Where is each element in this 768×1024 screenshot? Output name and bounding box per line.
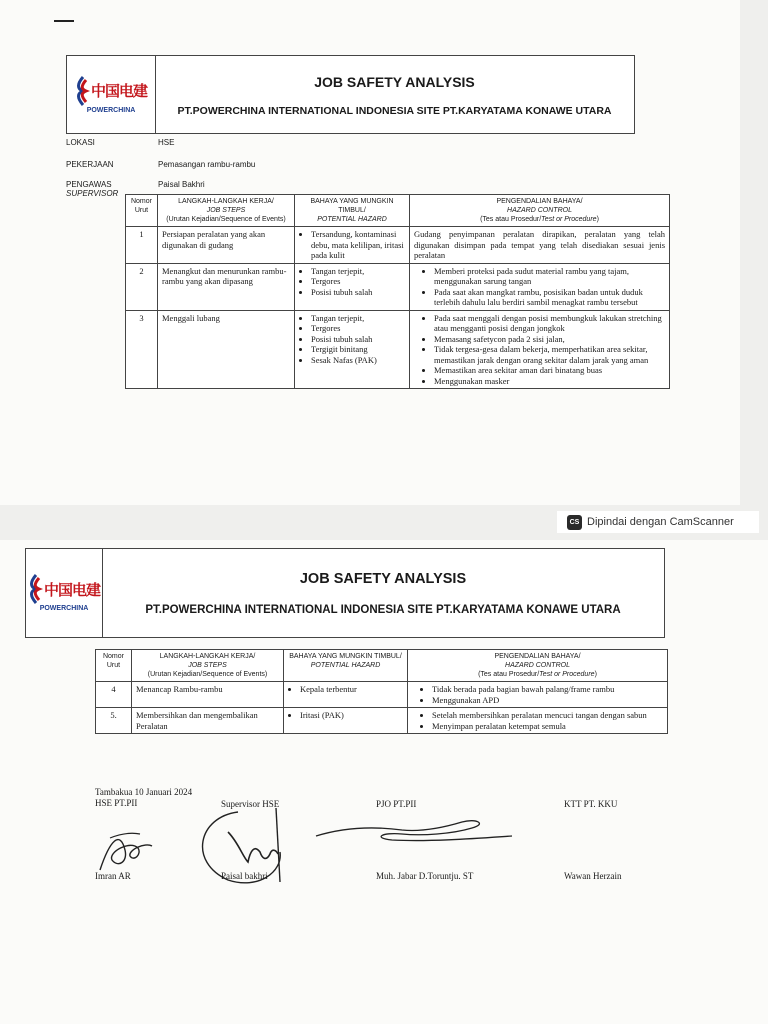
document-title-2: JOB SAFETY ANALYSIS [299, 571, 467, 587]
control-item: • Tidak berada pada bagian bawah palang/frame rambu [432, 684, 663, 695]
table-header-row [126, 195, 670, 227]
control-item: • Tidak tergesa-gesa dalam bekerja, memperhatikan area sekitar, memastikan jarak dengan orang sekitar dalam jarak yang aman [434, 344, 665, 365]
hazard-item: • Tergores [311, 276, 405, 287]
company-logo [67, 56, 156, 133]
job-label: PEKERJAAN [66, 160, 114, 169]
header-hazard-id: BAHAYA YANG MUNGKIN TIMBUL/ [310, 198, 394, 214]
pjo-name: Muh. Jabar D.Toruntju. ST [376, 871, 474, 881]
logo-english-text: POWERCHINA [39, 605, 89, 612]
header-steps [158, 195, 295, 227]
row-step: Menancap Rambu-rambu [132, 682, 284, 708]
header-control [408, 650, 668, 682]
table-row [126, 310, 670, 389]
row-step: Persiapan peralatan yang akan digunakan di gudang [158, 227, 295, 264]
document-header-2 [25, 548, 665, 638]
header-control [410, 195, 670, 227]
table-row [126, 227, 670, 264]
logo-chinese-text: 中国电建 [43, 580, 100, 599]
powerchina-emblem-icon [75, 76, 91, 106]
row-controls [408, 708, 668, 734]
row-controls [410, 310, 670, 389]
location-value: HSE [158, 138, 175, 147]
place-date: Tambakua 10 Januari 2024 [95, 787, 193, 797]
control-item: • Pada saat menggali dengan posisi membungkuk lakukan stretching atau mengganti posisi dengan jongkok [434, 313, 665, 334]
header-steps-en: JOB STEPS [206, 207, 246, 214]
powerchina-emblem-icon [28, 574, 44, 604]
hazard-item: • Posisi tubuh salah [311, 287, 405, 298]
job-value: Pemasangan rambu-rambu [158, 160, 256, 169]
row-number: 4 [96, 682, 132, 708]
logo-chinese-text: 中国电建 [90, 82, 147, 100]
hazard-item: • Tergores [311, 323, 405, 334]
control-item: • Menggunakan APD [432, 695, 663, 706]
document-header [66, 55, 635, 134]
pjo-role: PJO PT.PII [376, 799, 417, 809]
control-item: • Memasang safetycon pada 2 sisi jalan, [434, 334, 665, 345]
supervisor-name: Paisal bakhri [221, 871, 268, 881]
ktt-role: KTT PT. KKU [564, 799, 618, 809]
header-control-en: HAZARD CONTROL [505, 662, 570, 669]
camscanner-text: Dipindai dengan CamScanner [587, 516, 734, 528]
header-hazard-en: POTENTIAL HAZARD [310, 662, 381, 669]
location-label: LOKASI [66, 138, 95, 147]
camscanner-watermark [557, 511, 759, 533]
hazard-item: • Sesak Nafas (PAK) [311, 355, 405, 366]
document-title: JOB SAFETY ANALYSIS [314, 74, 475, 90]
control-item: • Menyimpan peralatan ketempat semula [432, 721, 663, 732]
pjo-signature-icon [312, 808, 517, 848]
hazard-item: • Kepala terbentur [300, 684, 403, 695]
camscanner-icon: CS [567, 515, 582, 530]
header-hazard [284, 650, 408, 682]
document-subtitle-2: PT.POWERCHINA INTERNATIONAL INDONESIA SITE PT.KARYATAMA KONAWE UTARA [145, 604, 621, 616]
company-logo-2 [26, 549, 103, 637]
header-control-en: HAZARD CONTROL [507, 207, 572, 214]
row-hazards [295, 263, 410, 310]
row-hazards [284, 708, 408, 734]
logo-english-text: POWERCHINA [86, 106, 136, 114]
supervisor-value: Paisal Bakhri [158, 180, 205, 189]
header-steps-id: LANGKAH-LANGKAH KERJA/ [159, 653, 256, 660]
hazard-item: • Tangan terjepit, [311, 266, 405, 277]
row-number: 2 [126, 263, 158, 310]
row-number: 1 [126, 227, 158, 264]
job-info-block [66, 138, 566, 198]
control-item: • Pada saat akan mangkat rambu, posisikan badan untuk duduk terlebih dahulu lalu berdiri sambil menagkat rambu tersebut [434, 287, 665, 308]
header-nomor: Nomor Urut [126, 195, 158, 227]
hazard-item: • Tergigit binitang [311, 344, 405, 355]
hazard-item: • Tangan terjepit, [311, 313, 405, 324]
supervisor-label-en: SUPERVISOR [66, 189, 119, 198]
row-hazards [284, 682, 408, 708]
scan-mark [54, 20, 74, 22]
control-item: • Memberi proteksi pada sudut material rambu yang tajam, menggunakan sarung tangan [434, 266, 665, 287]
ktt-name: Wawan Herzain [564, 871, 622, 881]
row-step: Membersihkan dan mengembalikan Peralatan [132, 708, 284, 734]
header-control-id: PENGENDALIAN BAHAYA/ [496, 198, 583, 205]
row-controls [410, 263, 670, 310]
hazard-item: • Tersandung, kontaminasi debu, mata kelilipan, iritasi pada kulit [311, 229, 405, 261]
jsa-table-page-2 [95, 649, 668, 734]
header-control-sub: (Tes atau Prosedur/Test or Procedure) [480, 216, 599, 223]
header-steps-sub: (Urutan Kejadian/Sequence of Events) [147, 671, 268, 678]
table-row [96, 708, 668, 734]
row-hazards [295, 310, 410, 389]
hazard-item: • Posisi tubuh salah [311, 334, 405, 345]
table-row [96, 682, 668, 708]
document-page-1 [0, 0, 740, 505]
header-nomor: Nomor Urut [96, 650, 132, 682]
row-step: Menangkut dan menurunkan rambu-rambu yang akan dipasang [158, 263, 295, 310]
header-hazard-en: POTENTIAL HAZARD [317, 216, 387, 223]
header-hazard-id: BAHAYA YANG MUNGKIN TIMBUL/ [289, 653, 402, 660]
control-item: • Memastikan area sekitar aman dari binatang buas [434, 365, 665, 376]
document-page-2 [0, 540, 768, 1024]
table-row [126, 263, 670, 310]
row-controls [410, 227, 670, 264]
header-control-sub: (Tes atau Prosedur/Test or Procedure) [478, 671, 597, 678]
document-subtitle: PT.POWERCHINA INTERNATIONAL INDONESIA SITE PT.KARYATAMA KONAWE UTARA [177, 105, 612, 117]
supervisor-label-id: PENGAWAS [66, 180, 112, 189]
hazard-item: • Iritasi (PAK) [300, 710, 403, 721]
row-number: 3 [126, 310, 158, 389]
row-hazards [295, 227, 410, 264]
header-hazard [295, 195, 410, 227]
control-item: • Menggunakan masker [434, 376, 665, 387]
header-steps-en: JOB STEPS [188, 662, 227, 669]
header-steps-id: LANGKAH-LANGKAH KERJA/ [178, 198, 274, 205]
jsa-table-page-1 [125, 194, 670, 389]
row-controls [408, 682, 668, 708]
control-item: • Setelah membersihkan peralatan mencuci tangan dengan sabun [432, 710, 663, 721]
table-header-row [96, 650, 668, 682]
row-step: Menggali lubang [158, 310, 295, 389]
control-text: Gudang penyimpanan peralatan dirapikan, peralatan yang telah digunakan disimpan pada tempat yang telah disediakan sesuai jenis peralatan [414, 229, 665, 260]
header-steps-sub: (Urutan Kejadian/Sequence of Events) [166, 216, 286, 223]
row-number: 5. [96, 708, 132, 734]
hse-role: HSE PT.PII [95, 798, 138, 808]
hse-name: Imran AR [95, 871, 131, 881]
supervisor-role: Supervisor HSE [221, 799, 280, 809]
header-steps [132, 650, 284, 682]
header-control-id: PENGENDALIAN BAHAYA/ [494, 653, 581, 660]
